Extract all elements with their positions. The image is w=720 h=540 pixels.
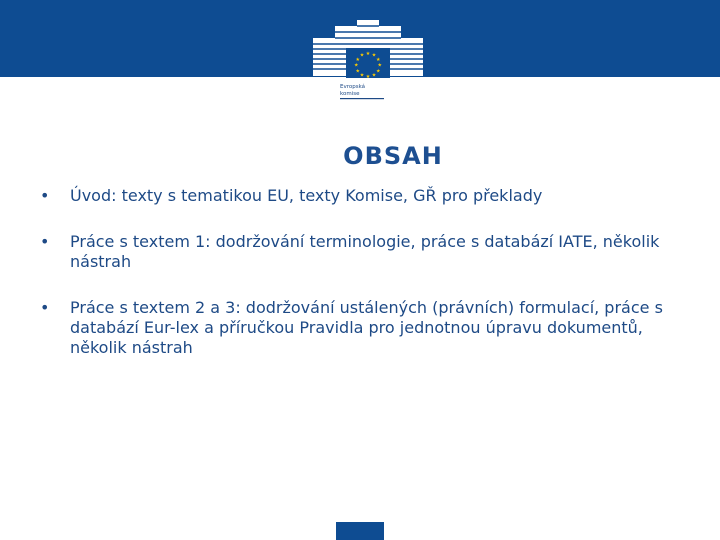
svg-text:★: ★ xyxy=(353,62,359,69)
bullet-list xyxy=(40,186,690,358)
footer-block xyxy=(336,522,384,540)
svg-text:★: ★ xyxy=(355,56,360,63)
svg-text:★: ★ xyxy=(365,74,371,81)
european-commission-logo xyxy=(313,18,423,102)
svg-text:komise: komise xyxy=(340,91,360,97)
svg-text:Evropská: Evropská xyxy=(340,84,366,90)
svg-text:★: ★ xyxy=(359,72,365,79)
svg-text:★: ★ xyxy=(377,62,383,69)
svg-text:★: ★ xyxy=(359,52,365,59)
svg-text:★: ★ xyxy=(376,56,381,63)
svg-text:★: ★ xyxy=(371,52,377,59)
bullet-text: Úvod: texty s tematikou EU, texty Komise, GŘ pro překlady xyxy=(70,186,543,205)
bullet-dot: • xyxy=(40,298,50,317)
bullet-dot: • xyxy=(40,232,50,251)
svg-text:★: ★ xyxy=(355,68,360,75)
bullet-item xyxy=(40,232,690,272)
bullet-item xyxy=(40,298,690,358)
svg-text:★: ★ xyxy=(365,51,371,57)
svg-text:★: ★ xyxy=(371,72,377,79)
bullet-dot: • xyxy=(40,186,50,205)
bullet-text: Práce s textem 1: dodržování terminologie, práce s databází IATE, několik nástrah xyxy=(70,232,660,271)
bullet-text: Práce s textem 2 a 3: dodržování ustálených (právních) formulací, práce s databází Eur-lex a příručkou Pravidla pro jednotnou úpravu dokumentů, několik nástrah xyxy=(70,298,663,357)
slide-title: OBSAH xyxy=(343,142,443,170)
svg-text:★: ★ xyxy=(376,68,381,75)
bullet-item xyxy=(40,186,690,206)
